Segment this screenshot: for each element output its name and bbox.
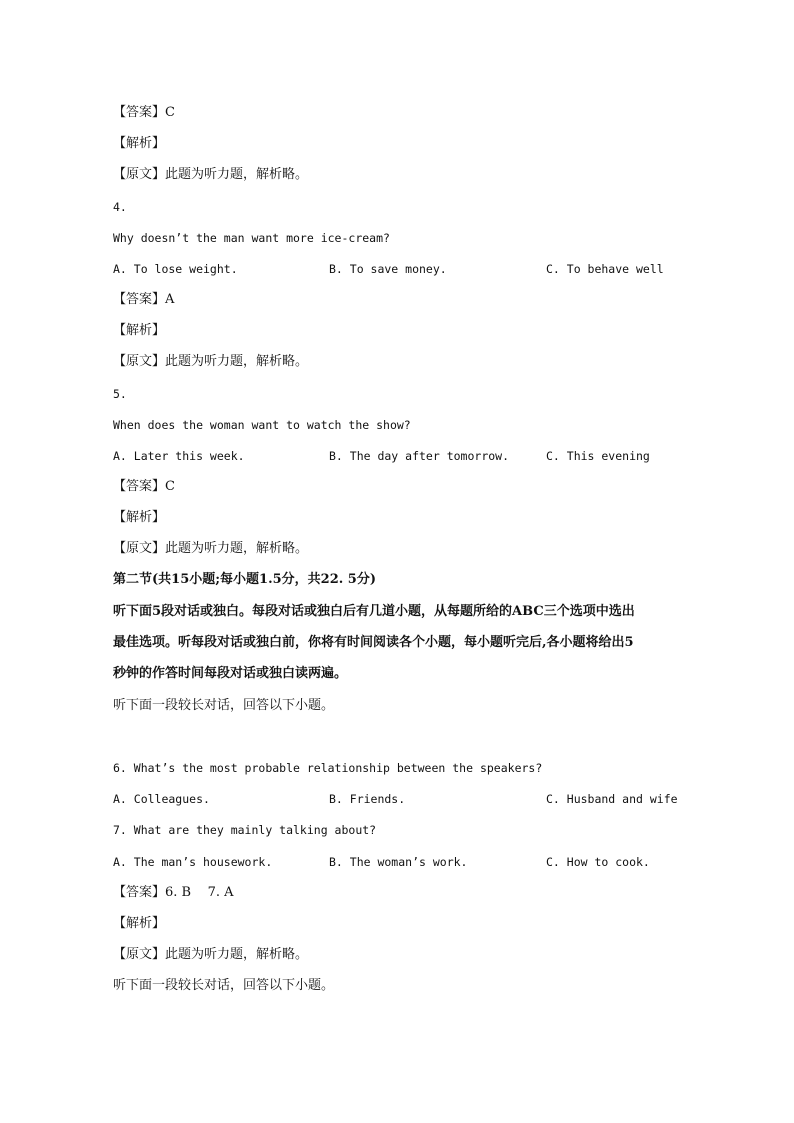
- section-2-instructions-line-1: 听下面5段对话或独白。每段对话或独白后有几道小题，从每题所给的ABC三个选项中选出: [113, 604, 635, 619]
- listen-prompt-1: 听下面一段较长对话，回答以下小题。: [113, 698, 335, 713]
- question-4-option-a: A. To lose weight.: [113, 262, 238, 276]
- question-7-option-c: C. How to cook.: [546, 855, 650, 869]
- answer-q4: 【答案】A: [113, 292, 175, 307]
- analysis-label-q6-q7: 【解析】: [113, 916, 166, 931]
- question-5-option-a: A. Later this week.: [113, 449, 245, 463]
- original-text-q5: 【原文】此题为听力题，解析略。: [113, 541, 309, 556]
- listen-prompt-2: 听下面一段较长对话，回答以下小题。: [113, 978, 335, 993]
- answer-q6-q7: 【答案】6. B 7. A: [113, 885, 234, 900]
- analysis-label-q5: 【解析】: [113, 510, 166, 525]
- section-2-instructions-line-3: 秒钟的作答时间每段对话或独白读两遍。: [113, 666, 348, 681]
- question-6-option-a: A. Colleagues.: [113, 792, 210, 806]
- answer-q3: 【答案】C: [113, 105, 175, 120]
- analysis-label-q3: 【解析】: [113, 136, 166, 151]
- question-7-option-a: A. The man’s housework.: [113, 855, 273, 869]
- question-5-option-c: C. This evening: [546, 449, 650, 463]
- question-6-option-c: C. Husband and wife: [546, 792, 678, 806]
- question-5-text: When does the woman want to watch the show?: [113, 418, 411, 432]
- question-7-text: 7. What are they mainly talking about?: [113, 823, 377, 837]
- question-number-5: 5.: [113, 387, 127, 401]
- question-7-option-b: B. The woman’s work.: [329, 855, 468, 869]
- section-2-heading: 第二节(共15小题;每小题1.5分，共22. 5分): [113, 572, 376, 587]
- question-4-option-b: B. To save money.: [329, 262, 447, 276]
- question-5-option-b: B. The day after tomorrow.: [329, 449, 510, 463]
- question-4-text: Why doesn’t the man want more ice-cream?: [113, 231, 390, 245]
- question-6-text: 6. What’s the most probable relationship between the speakers?: [113, 761, 543, 775]
- original-text-q4: 【原文】此题为听力题，解析略。: [113, 354, 309, 369]
- section-2-instructions-line-2: 最佳选项。听每段对话或独白前，你将有时间阅读各个小题，每小题听完后,各小题将给出5: [113, 635, 634, 650]
- answer-q5: 【答案】C: [113, 479, 175, 494]
- original-text-q3: 【原文】此题为听力题，解析略。: [113, 167, 309, 182]
- question-6-option-b: B. Friends.: [329, 792, 406, 806]
- question-4-option-c: C. To behave well: [546, 262, 664, 276]
- original-text-q6-q7: 【原文】此题为听力题，解析略。: [113, 947, 309, 962]
- question-number-4: 4.: [113, 200, 127, 214]
- analysis-label-q4: 【解析】: [113, 323, 166, 338]
